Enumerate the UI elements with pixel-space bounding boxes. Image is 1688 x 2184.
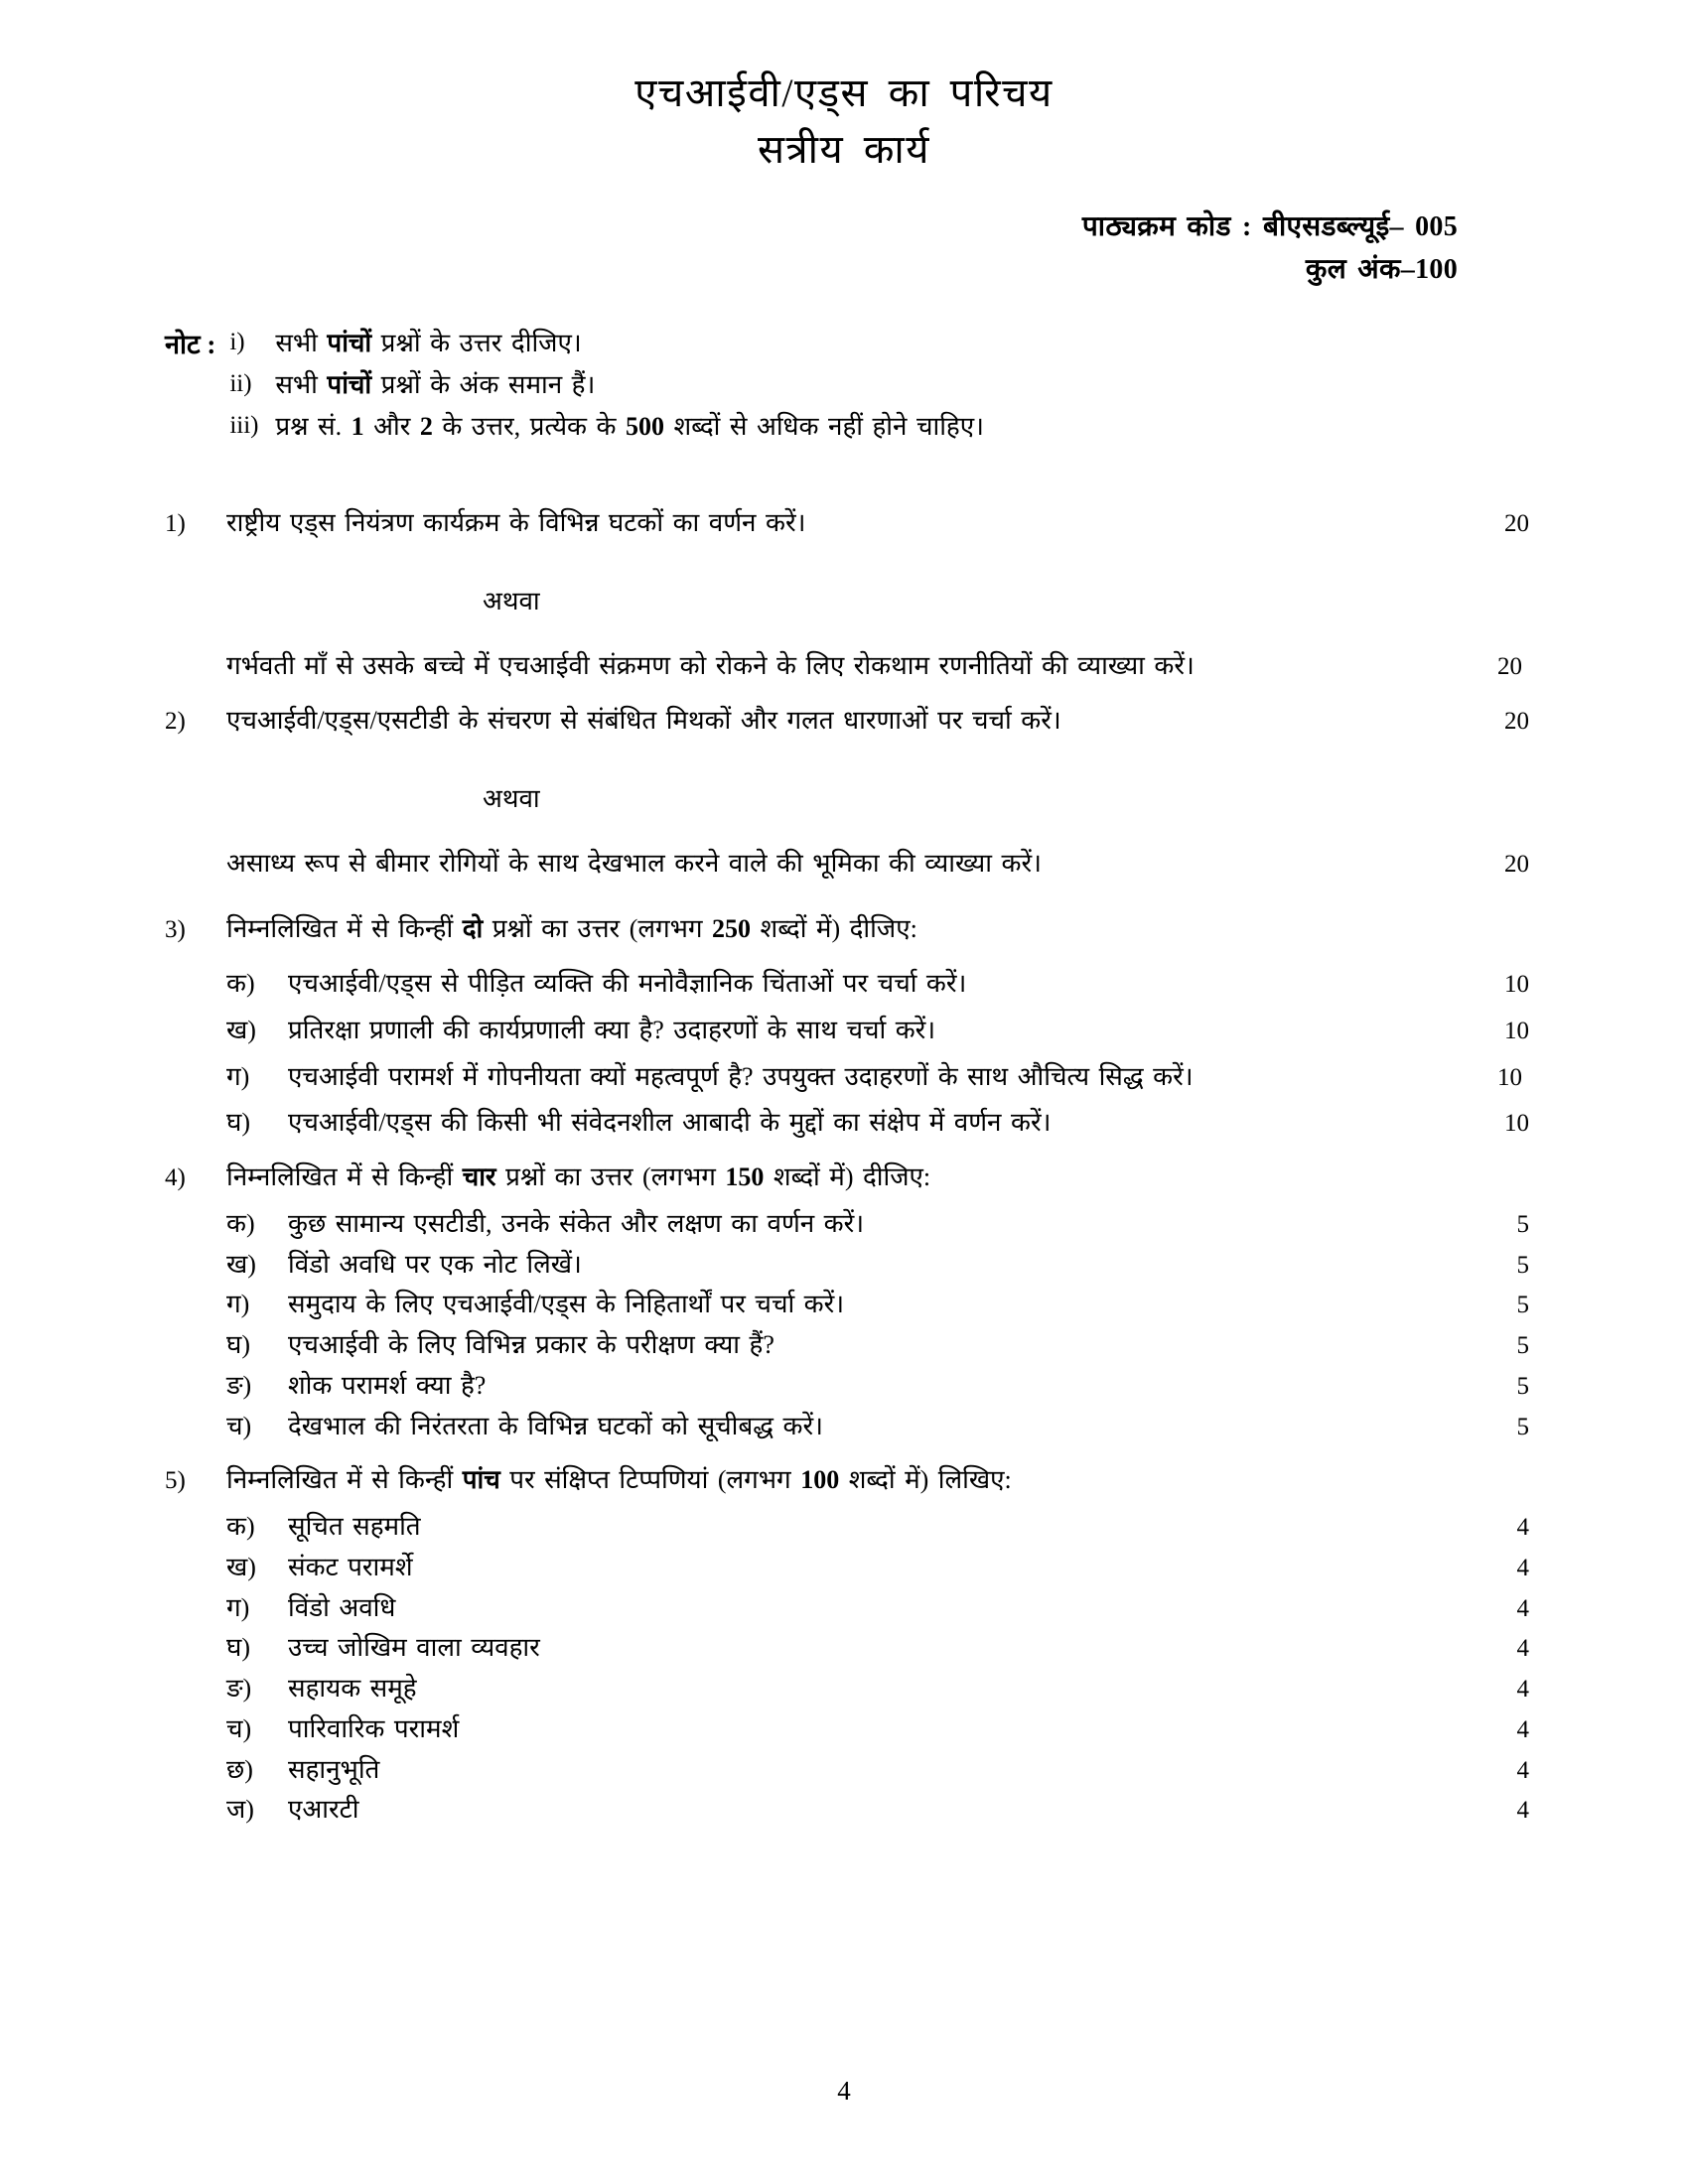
stem-emphasis: 250 xyxy=(712,914,752,944)
sub-question xyxy=(226,1366,1529,1407)
question-1 xyxy=(165,503,1529,544)
sub-question-text: सहानुभूति xyxy=(288,1754,380,1784)
sub-question xyxy=(226,1057,1529,1098)
question-stem xyxy=(226,909,1446,949)
question-5 xyxy=(165,1460,1529,1501)
page-number: 4 xyxy=(837,2076,851,2106)
sub-question xyxy=(226,1628,1529,1669)
sub-question-label: ग) xyxy=(226,1290,250,1319)
note-text-part: सभी xyxy=(275,329,328,358)
stem-part: निम्नलिखित में से किन्हीं xyxy=(226,914,463,944)
stem-part: प्रश्नों का उत्तर (लगभग xyxy=(483,914,713,944)
or-separator-2: अथवा xyxy=(483,783,540,813)
total-marks: कुल अंक–100 xyxy=(1305,253,1458,285)
spacer xyxy=(165,620,1529,646)
note-text-part: प्रश्न सं. xyxy=(275,412,352,442)
spacer xyxy=(165,884,1529,909)
sub-question-label: क) xyxy=(226,1208,255,1238)
note-section xyxy=(0,323,1688,448)
question-text: एचआईवी/एड्स/एसटीडी के संचरण से संबंधित मिथकों और गलत धारणाओं पर चर्चा करें। xyxy=(226,705,1061,735)
or-separator-1: अथवा xyxy=(483,587,540,616)
sub-question-label: ग) xyxy=(226,1592,250,1622)
spacer xyxy=(165,1446,1529,1460)
note-text-part: शब्दों से अधिक नहीं होने चाहिए। xyxy=(664,412,984,442)
question-marks-empty xyxy=(1446,1158,1529,1160)
stem-part: निम्नलिखित में से किन्हीं xyxy=(226,1465,463,1495)
stem-part: शब्दों में) दीजिए: xyxy=(751,914,917,944)
stem-part: पर संक्षिप्त टिप्पणियां (लगभग xyxy=(499,1465,801,1495)
note-text-emphasis: पांचों xyxy=(327,329,372,358)
sub-question-label: च) xyxy=(226,1411,252,1440)
question-list xyxy=(0,503,1688,1831)
sub-question xyxy=(226,1407,1529,1447)
sub-question xyxy=(226,1507,1529,1548)
question-text: असाध्य रूप से बीमार रोगियों के साथ देखभाल करने वाले की भूमिका की व्याख्या करें। xyxy=(226,848,1042,878)
note-item-text xyxy=(275,364,1688,406)
note-item xyxy=(229,406,1688,448)
stem-part: शब्दों में) दीजिए: xyxy=(764,1162,931,1192)
note-item-number: iii) xyxy=(229,412,259,440)
sub-question-label: छ) xyxy=(226,1754,253,1784)
sub-question-label: ग) xyxy=(226,1061,250,1091)
sub-question xyxy=(226,1204,1529,1245)
question-marks-empty xyxy=(1446,909,1529,911)
question-marks: 20 xyxy=(1504,510,1529,538)
stem-emphasis: पांच xyxy=(462,1465,500,1495)
sub-question-label: घ) xyxy=(226,1330,251,1360)
sub-question-text: प्रतिरक्षा प्रणाली की कार्यप्रणाली क्या है? उदाहरणों के साथ चर्चा करें। xyxy=(288,1015,936,1044)
sub-question-text: एचआईवी/एड्स से पीड़ित व्यक्ति की मनोवैज्ञानिक चिंताओं पर चर्चा करें। xyxy=(288,969,967,999)
course-code: पाठ्यक्रम कोड : बीएसडब्ल्यूई– 005 xyxy=(1081,210,1458,242)
sub-question-label: ख) xyxy=(226,1249,256,1279)
note-text-emphasis: पांचों xyxy=(327,370,372,400)
spacer xyxy=(165,687,1529,701)
sub-question xyxy=(226,1245,1529,1286)
question-number: 3) xyxy=(165,916,186,944)
sub-question-text: एचआईवी के लिए विभिन्न प्रकार के परीक्षण क्या हैं? xyxy=(288,1330,774,1360)
note-item xyxy=(229,364,1688,406)
spacer xyxy=(165,818,1529,844)
sub-question xyxy=(226,1709,1529,1750)
sub-question-marks: 4 xyxy=(1516,1756,1529,1784)
sub-question-marks: 5 xyxy=(1516,1251,1529,1279)
question-number: 2) xyxy=(165,707,186,735)
stem-emphasis: चार xyxy=(462,1162,496,1192)
sub-question-label: क) xyxy=(226,1512,255,1542)
sub-question-text: पारिवारिक परामर्श xyxy=(288,1713,460,1743)
question-1-alternative xyxy=(165,646,1529,687)
sub-question xyxy=(226,1011,1529,1051)
note-text-emphasis: 2 xyxy=(419,412,433,442)
question-2-alternative xyxy=(165,844,1529,885)
question-text: राष्ट्रीय एड्स नियंत्रण कार्यक्रम के विभिन्न घटकों का वर्णन करें। xyxy=(226,508,806,538)
page-title-secondary: सत्रीय कार्य xyxy=(758,127,930,173)
sub-question-marks: 10 xyxy=(1504,971,1529,999)
sub-question-marks: 5 xyxy=(1516,1210,1529,1238)
sub-question-text: शोक परामर्श क्या है? xyxy=(288,1370,487,1400)
sub-question-label: ङ) xyxy=(226,1370,252,1400)
sub-question xyxy=(226,1790,1529,1831)
sub-question-label: ङ) xyxy=(226,1674,252,1704)
sub-question-marks: 10 xyxy=(1504,1110,1529,1138)
sub-question-marks: 4 xyxy=(1516,1676,1529,1704)
note-item-text xyxy=(275,406,1688,448)
note-text-part: के उत्तर, प्रत्येक के xyxy=(432,412,626,442)
note-text-part: सभी xyxy=(275,370,328,400)
stem-emphasis: 100 xyxy=(800,1465,840,1495)
sub-question-text: कुछ सामान्य एसटीडी, उनके संकेत और लक्षण का वर्णन करें। xyxy=(288,1208,865,1238)
sub-question xyxy=(226,1669,1529,1709)
sub-question-marks: 5 xyxy=(1516,1332,1529,1360)
sub-question-text: एआरटी xyxy=(288,1795,359,1825)
page-title-primary: एचआईवी/एड्स का परिचय xyxy=(634,70,1054,115)
sub-question-label: घ) xyxy=(226,1633,251,1663)
sub-question-text: सूचित सहमति xyxy=(288,1512,421,1542)
sub-question xyxy=(226,1588,1529,1629)
spacer xyxy=(165,742,1529,779)
sub-question-marks: 4 xyxy=(1516,1594,1529,1622)
sub-question-label: घ) xyxy=(226,1108,251,1138)
sub-question-marks: 4 xyxy=(1516,1514,1529,1542)
note-text-part: प्रश्नों के अंक समान हैं। xyxy=(371,370,596,400)
sub-question xyxy=(226,964,1529,1005)
sub-question-text: उच्च जोखिम वाला व्यवहार xyxy=(288,1633,540,1663)
sub-question-text: विंडो अवधि xyxy=(288,1592,396,1622)
spacer xyxy=(165,544,1529,582)
question-text: गर्भवती माँ से उसके बच्चे में एचआईवी संक्रमण को रोकने के लिए रोकथाम रणनीतियों की व्याख्या करें। xyxy=(226,651,1195,681)
sub-question-marks: 5 xyxy=(1516,1413,1529,1440)
question-3-subparts xyxy=(165,964,1529,1144)
sub-question-marks: 5 xyxy=(1516,1292,1529,1319)
question-marks: 20 xyxy=(1504,850,1529,878)
sub-question-marks: 4 xyxy=(1516,1635,1529,1663)
note-item-number: i) xyxy=(229,329,245,356)
stem-emphasis: 150 xyxy=(725,1162,765,1192)
note-label: नोट : xyxy=(165,330,216,360)
question-stem xyxy=(226,1460,1446,1500)
sub-question-marks: 10 xyxy=(1504,1017,1529,1044)
question-4-subparts xyxy=(165,1204,1529,1447)
sub-question-text: एचआईवी/एड्स की किसी भी संवेदनशील आबादी के मुद्दों का संक्षेप में वर्णन करें। xyxy=(288,1108,1052,1138)
note-item-text xyxy=(275,323,1688,364)
question-5-subparts xyxy=(165,1507,1529,1831)
sub-question-marks: 4 xyxy=(1516,1715,1529,1743)
sub-question-label: क) xyxy=(226,969,255,999)
sub-question-label: ख) xyxy=(226,1552,256,1581)
note-list xyxy=(229,323,1688,448)
sub-question-label: ज) xyxy=(226,1795,254,1825)
note-item-number: ii) xyxy=(229,370,252,398)
sub-question-text: एचआईवी परामर्श में गोपनीयता क्यों महत्वपूर्ण है? उपयुक्त उदाहरणों के साथ औचित्य सिद्ध करें। xyxy=(288,1061,1194,1091)
sub-question xyxy=(226,1325,1529,1366)
sub-question-label: च) xyxy=(226,1713,252,1743)
question-number: 1) xyxy=(165,510,186,538)
stem-emphasis: दो xyxy=(462,914,484,944)
note-text-emphasis: 1 xyxy=(351,412,364,442)
stem-part: प्रश्नों का उत्तर (लगभग xyxy=(495,1162,726,1192)
sub-question-text: देखभाल की निरंतरता के विभिन्न घटकों को सूचीबद्ध करें। xyxy=(288,1411,823,1440)
note-text-part: प्रश्नों के उत्तर दीजिए। xyxy=(371,329,582,358)
question-number: 5) xyxy=(165,1467,186,1495)
spacer xyxy=(165,950,1529,964)
sub-question-label: ख) xyxy=(226,1015,256,1044)
sub-question-marks: 5 xyxy=(1516,1372,1529,1400)
question-stem xyxy=(226,1158,1446,1197)
question-number: 4) xyxy=(165,1164,186,1192)
note-text-emphasis: 500 xyxy=(626,412,664,442)
note-item xyxy=(229,323,1688,364)
sub-question-text: समुदाय के लिए एचआईवी/एड्स के निहितार्थों पर चर्चा करें। xyxy=(288,1290,845,1319)
sub-question-marks: 4 xyxy=(1516,1554,1529,1581)
sub-question-text: विंडो अवधि पर एक नोट लिखें। xyxy=(288,1249,582,1279)
document-header xyxy=(0,0,1688,177)
question-marks: 20 xyxy=(1504,707,1529,735)
sub-question-marks: 4 xyxy=(1516,1797,1529,1825)
question-number-placeholder xyxy=(165,646,226,648)
sub-question xyxy=(226,1548,1529,1588)
stem-part: शब्दों में) लिखिए: xyxy=(839,1465,1012,1495)
sub-question-text: सहायक समूहे xyxy=(288,1674,417,1704)
sub-question-text: संकट परामर्शे xyxy=(288,1552,413,1581)
sub-question xyxy=(226,1103,1529,1144)
question-4 xyxy=(165,1158,1529,1198)
course-meta xyxy=(0,206,1688,291)
question-3 xyxy=(165,909,1529,950)
sub-question-marks: 10 xyxy=(1497,1063,1522,1091)
question-2 xyxy=(165,701,1529,742)
sub-question xyxy=(226,1285,1529,1325)
spacer xyxy=(165,1144,1529,1158)
note-text-part: और xyxy=(363,412,420,442)
stem-part: निम्नलिखित में से किन्हीं xyxy=(226,1162,463,1192)
sub-question xyxy=(226,1750,1529,1791)
question-marks-empty xyxy=(1446,1460,1529,1462)
question-marks: 20 xyxy=(1497,653,1522,681)
question-number-placeholder xyxy=(165,844,226,846)
